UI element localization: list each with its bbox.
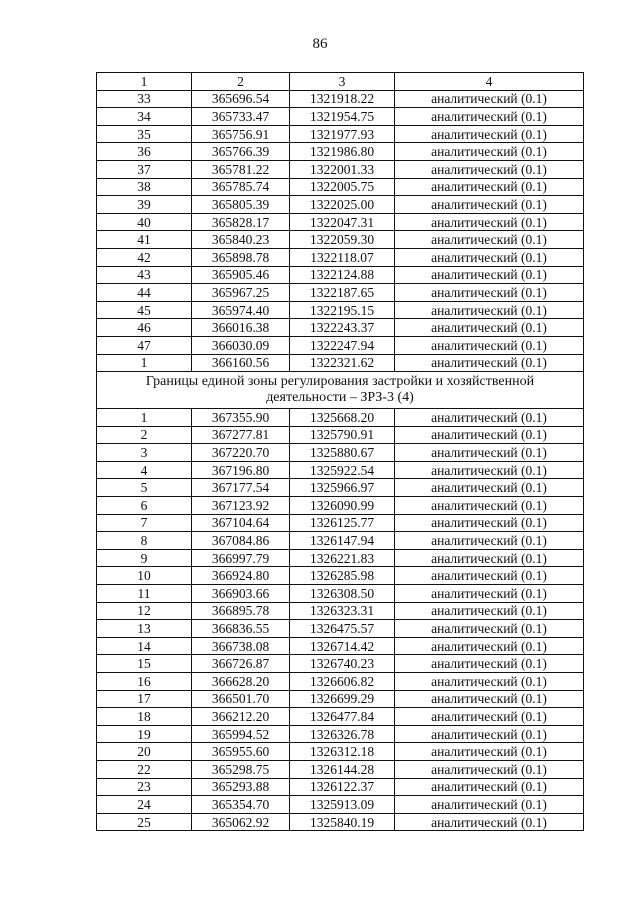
y-coordinate-cell: 1326475.57	[290, 620, 395, 638]
table-row	[97, 426, 584, 444]
point-number-cell: 38	[97, 178, 192, 196]
y-coordinate-cell: 1322243.37	[290, 319, 395, 337]
point-number-cell: 44	[97, 284, 192, 302]
x-coordinate-cell: 365994.52	[192, 725, 290, 743]
method-cell: аналитический (0.1)	[395, 125, 584, 143]
y-coordinate-cell: 1326312.18	[290, 743, 395, 761]
page-number: 86	[312, 36, 328, 52]
y-coordinate-cell: 1326122.37	[290, 778, 395, 796]
y-coordinate-cell: 1322025.00	[290, 196, 395, 214]
y-coordinate-cell: 1325880.67	[290, 444, 395, 462]
table-row	[97, 813, 584, 831]
method-cell: аналитический (0.1)	[395, 354, 584, 372]
x-coordinate-cell: 365840.23	[192, 231, 290, 249]
y-coordinate-cell: 1321986.80	[290, 143, 395, 161]
y-coordinate-cell: 1326323.31	[290, 602, 395, 620]
method-cell: аналитический (0.1)	[395, 690, 584, 708]
point-number-cell: 11	[97, 585, 192, 603]
y-coordinate-cell: 1326285.98	[290, 567, 395, 585]
table-row	[97, 778, 584, 796]
method-cell: аналитический (0.1)	[395, 479, 584, 497]
method-cell: аналитический (0.1)	[395, 409, 584, 427]
method-cell: аналитический (0.1)	[395, 160, 584, 178]
x-coordinate-cell: 365781.22	[192, 160, 290, 178]
method-cell: аналитический (0.1)	[395, 284, 584, 302]
table-row	[97, 213, 584, 231]
x-coordinate-cell: 366030.09	[192, 336, 290, 354]
y-coordinate-cell: 1326714.42	[290, 637, 395, 655]
y-coordinate-cell: 1326221.83	[290, 549, 395, 567]
x-coordinate-cell: 366016.38	[192, 319, 290, 337]
point-number-cell: 4	[97, 461, 192, 479]
header-cell: 4	[395, 73, 584, 91]
table-row	[97, 602, 584, 620]
x-coordinate-cell: 367277.81	[192, 426, 290, 444]
method-cell: аналитический (0.1)	[395, 231, 584, 249]
table-row	[97, 497, 584, 515]
table-row	[97, 319, 584, 337]
x-coordinate-cell: 366501.70	[192, 690, 290, 708]
x-coordinate-cell: 366212.20	[192, 708, 290, 726]
method-cell: аналитический (0.1)	[395, 497, 584, 515]
y-coordinate-cell: 1322321.62	[290, 354, 395, 372]
point-number-cell: 36	[97, 143, 192, 161]
y-coordinate-cell: 1326090.99	[290, 497, 395, 515]
table-row	[97, 743, 584, 761]
y-coordinate-cell: 1322247.94	[290, 336, 395, 354]
point-number-cell: 7	[97, 514, 192, 532]
method-cell: аналитический (0.1)	[395, 108, 584, 126]
table-row	[97, 143, 584, 161]
x-coordinate-cell: 365828.17	[192, 213, 290, 231]
table-row	[97, 708, 584, 726]
method-cell: аналитический (0.1)	[395, 673, 584, 691]
y-coordinate-cell: 1322195.15	[290, 301, 395, 319]
table-row	[97, 108, 584, 126]
point-number-cell: 16	[97, 673, 192, 691]
y-coordinate-cell: 1321977.93	[290, 125, 395, 143]
point-number-cell: 42	[97, 248, 192, 266]
point-number-cell: 17	[97, 690, 192, 708]
point-number-cell: 22	[97, 760, 192, 778]
method-cell: аналитический (0.1)	[395, 725, 584, 743]
method-cell: аналитический (0.1)	[395, 178, 584, 196]
y-coordinate-cell: 1322047.31	[290, 213, 395, 231]
y-coordinate-cell: 1326147.94	[290, 532, 395, 550]
table-row	[97, 266, 584, 284]
table-row	[97, 796, 584, 814]
method-cell: аналитический (0.1)	[395, 426, 584, 444]
point-number-cell: 3	[97, 444, 192, 462]
method-cell: аналитический (0.1)	[395, 708, 584, 726]
method-cell: аналитический (0.1)	[395, 143, 584, 161]
y-coordinate-cell: 1325966.97	[290, 479, 395, 497]
y-coordinate-cell: 1326308.50	[290, 585, 395, 603]
y-coordinate-cell: 1321918.22	[290, 90, 395, 108]
x-coordinate-cell: 365756.91	[192, 125, 290, 143]
x-coordinate-cell: 365785.74	[192, 178, 290, 196]
point-number-cell: 2	[97, 426, 192, 444]
x-coordinate-cell: 366628.20	[192, 673, 290, 691]
y-coordinate-cell: 1325840.19	[290, 813, 395, 831]
y-coordinate-cell: 1326125.77	[290, 514, 395, 532]
method-cell: аналитический (0.1)	[395, 301, 584, 319]
method-cell: аналитический (0.1)	[395, 248, 584, 266]
point-number-cell: 46	[97, 319, 192, 337]
point-number-cell: 12	[97, 602, 192, 620]
x-coordinate-cell: 366160.56	[192, 354, 290, 372]
table-row	[97, 409, 584, 427]
point-number-cell: 18	[97, 708, 192, 726]
header-cell: 3	[290, 73, 395, 91]
table-row	[97, 690, 584, 708]
table-row	[97, 673, 584, 691]
x-coordinate-cell: 367084.86	[192, 532, 290, 550]
x-coordinate-cell: 365805.39	[192, 196, 290, 214]
table-row	[97, 549, 584, 567]
table-row	[97, 637, 584, 655]
point-number-cell: 35	[97, 125, 192, 143]
method-cell: аналитический (0.1)	[395, 461, 584, 479]
x-coordinate-cell: 366924.80	[192, 567, 290, 585]
x-coordinate-cell: 365955.60	[192, 743, 290, 761]
y-coordinate-cell: 1326699.29	[290, 690, 395, 708]
point-number-cell: 1	[97, 354, 192, 372]
point-number-cell: 19	[97, 725, 192, 743]
table-row	[97, 90, 584, 108]
x-coordinate-cell: 367123.92	[192, 497, 290, 515]
point-number-cell: 9	[97, 549, 192, 567]
point-number-cell: 24	[97, 796, 192, 814]
table-row	[97, 125, 584, 143]
x-coordinate-cell: 367220.70	[192, 444, 290, 462]
y-coordinate-cell: 1325913.09	[290, 796, 395, 814]
y-coordinate-cell: 1322001.33	[290, 160, 395, 178]
x-coordinate-cell: 366738.08	[192, 637, 290, 655]
x-coordinate-cell: 365733.47	[192, 108, 290, 126]
x-coordinate-cell: 365696.54	[192, 90, 290, 108]
method-cell: аналитический (0.1)	[395, 760, 584, 778]
point-number-cell: 33	[97, 90, 192, 108]
table-row	[97, 444, 584, 462]
point-number-cell: 45	[97, 301, 192, 319]
x-coordinate-cell: 367355.90	[192, 409, 290, 427]
method-cell: аналитический (0.1)	[395, 620, 584, 638]
point-number-cell: 41	[97, 231, 192, 249]
table-row	[97, 231, 584, 249]
table-row	[97, 301, 584, 319]
x-coordinate-cell: 367196.80	[192, 461, 290, 479]
y-coordinate-cell: 1322118.07	[290, 248, 395, 266]
x-coordinate-cell: 365062.92	[192, 813, 290, 831]
table-row	[97, 284, 584, 302]
y-coordinate-cell: 1322059.30	[290, 231, 395, 249]
section-title-row	[97, 372, 584, 409]
y-coordinate-cell: 1326144.28	[290, 760, 395, 778]
method-cell: аналитический (0.1)	[395, 602, 584, 620]
x-coordinate-cell: 367177.54	[192, 479, 290, 497]
table-header-row	[97, 73, 584, 91]
x-coordinate-cell: 365974.40	[192, 301, 290, 319]
table-row	[97, 585, 584, 603]
x-coordinate-cell: 366997.79	[192, 549, 290, 567]
x-coordinate-cell: 366895.78	[192, 602, 290, 620]
method-cell: аналитический (0.1)	[395, 90, 584, 108]
y-coordinate-cell: 1322005.75	[290, 178, 395, 196]
x-coordinate-cell: 365293.88	[192, 778, 290, 796]
table-row	[97, 354, 584, 372]
table-row	[97, 461, 584, 479]
method-cell: аналитический (0.1)	[395, 336, 584, 354]
coordinates-table	[96, 72, 584, 831]
y-coordinate-cell: 1326477.84	[290, 708, 395, 726]
x-coordinate-cell: 365967.25	[192, 284, 290, 302]
x-coordinate-cell: 365766.39	[192, 143, 290, 161]
point-number-cell: 8	[97, 532, 192, 550]
table-row	[97, 655, 584, 673]
point-number-cell: 10	[97, 567, 192, 585]
method-cell: аналитический (0.1)	[395, 549, 584, 567]
point-number-cell: 47	[97, 336, 192, 354]
method-cell: аналитический (0.1)	[395, 213, 584, 231]
point-number-cell: 43	[97, 266, 192, 284]
x-coordinate-cell: 365905.46	[192, 266, 290, 284]
point-number-cell: 14	[97, 637, 192, 655]
point-number-cell: 23	[97, 778, 192, 796]
point-number-cell: 37	[97, 160, 192, 178]
table-row	[97, 514, 584, 532]
table-row	[97, 725, 584, 743]
point-number-cell: 25	[97, 813, 192, 831]
point-number-cell: 15	[97, 655, 192, 673]
y-coordinate-cell: 1322124.88	[290, 266, 395, 284]
y-coordinate-cell: 1321954.75	[290, 108, 395, 126]
y-coordinate-cell: 1326740.23	[290, 655, 395, 673]
x-coordinate-cell: 367104.64	[192, 514, 290, 532]
table-row	[97, 532, 584, 550]
x-coordinate-cell: 365298.75	[192, 760, 290, 778]
method-cell: аналитический (0.1)	[395, 319, 584, 337]
table-row	[97, 479, 584, 497]
point-number-cell: 40	[97, 213, 192, 231]
section-title: Границы единой зоны регулирования застройки и хозяйственной деятельности – ЗРЗ-3 (4)	[97, 372, 584, 409]
y-coordinate-cell: 1325790.91	[290, 426, 395, 444]
method-cell: аналитический (0.1)	[395, 567, 584, 585]
point-number-cell: 13	[97, 620, 192, 638]
point-number-cell: 34	[97, 108, 192, 126]
table-row	[97, 336, 584, 354]
header-cell: 2	[192, 73, 290, 91]
table-row	[97, 160, 584, 178]
y-coordinate-cell: 1326326.78	[290, 725, 395, 743]
method-cell: аналитический (0.1)	[395, 655, 584, 673]
x-coordinate-cell: 366726.87	[192, 655, 290, 673]
method-cell: аналитический (0.1)	[395, 743, 584, 761]
y-coordinate-cell: 1325922.54	[290, 461, 395, 479]
method-cell: аналитический (0.1)	[395, 196, 584, 214]
point-number-cell: 5	[97, 479, 192, 497]
table-row	[97, 760, 584, 778]
method-cell: аналитический (0.1)	[395, 813, 584, 831]
method-cell: аналитический (0.1)	[395, 778, 584, 796]
x-coordinate-cell: 366836.55	[192, 620, 290, 638]
method-cell: аналитический (0.1)	[395, 444, 584, 462]
method-cell: аналитический (0.1)	[395, 796, 584, 814]
method-cell: аналитический (0.1)	[395, 532, 584, 550]
y-coordinate-cell: 1326606.82	[290, 673, 395, 691]
table-row	[97, 567, 584, 585]
table-row	[97, 620, 584, 638]
point-number-cell: 6	[97, 497, 192, 515]
method-cell: аналитический (0.1)	[395, 585, 584, 603]
table-row	[97, 196, 584, 214]
y-coordinate-cell: 1322187.65	[290, 284, 395, 302]
method-cell: аналитический (0.1)	[395, 637, 584, 655]
method-cell: аналитический (0.1)	[395, 266, 584, 284]
x-coordinate-cell: 366903.66	[192, 585, 290, 603]
table-row	[97, 248, 584, 266]
y-coordinate-cell: 1325668.20	[290, 409, 395, 427]
header-cell: 1	[97, 73, 192, 91]
table-row	[97, 178, 584, 196]
point-number-cell: 20	[97, 743, 192, 761]
x-coordinate-cell: 365898.78	[192, 248, 290, 266]
point-number-cell: 1	[97, 409, 192, 427]
x-coordinate-cell: 365354.70	[192, 796, 290, 814]
method-cell: аналитический (0.1)	[395, 514, 584, 532]
point-number-cell: 39	[97, 196, 192, 214]
